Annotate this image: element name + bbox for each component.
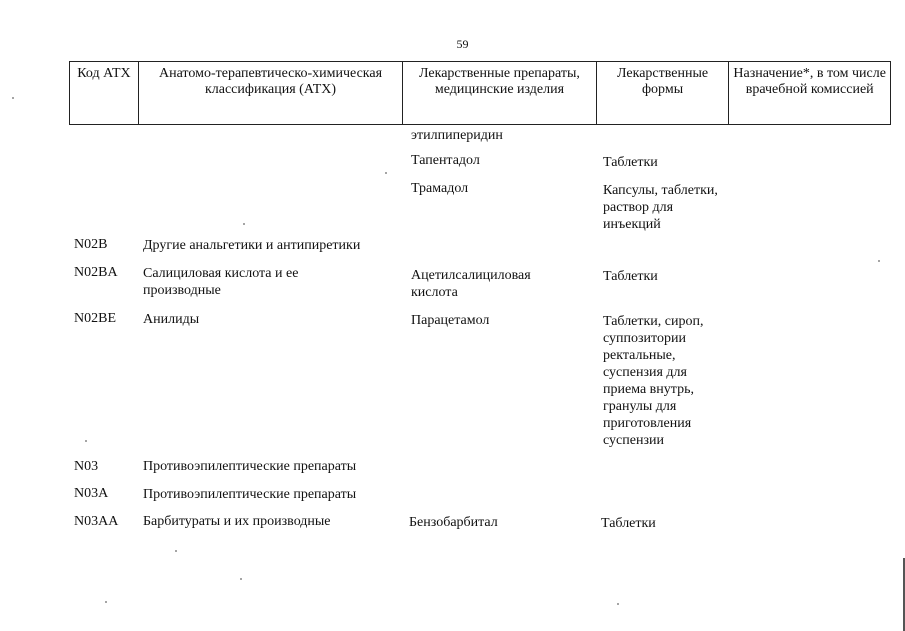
- scan-speck: [175, 550, 177, 552]
- drug-cell: Тапентадол: [411, 153, 480, 168]
- atx-cell: Противоэпилептические препараты: [143, 459, 357, 474]
- header-code: Код АТХ: [70, 62, 139, 124]
- scan-speck: [385, 172, 387, 174]
- code-cell: N03: [74, 459, 99, 474]
- form-cell: Таблетки: [603, 269, 658, 284]
- code-cell: N02BA: [74, 265, 118, 280]
- code-cell: N03A: [74, 486, 109, 501]
- header-drugs: Лекарственные препараты, медицинские изделия: [403, 62, 597, 124]
- atx-cell: Барбитураты и их производные: [143, 514, 331, 529]
- scan-speck: [240, 578, 242, 580]
- header-forms: Лекарственные формы: [597, 62, 730, 124]
- drug-cell: Бензобарбитал: [409, 515, 498, 530]
- scan-speck: [243, 223, 245, 225]
- drug-cell: этилпиперидин: [411, 128, 503, 143]
- drug-cell: Ацетилсалициловая кислота: [411, 268, 531, 300]
- atx-cell: Другие анальгетики и антипиретики: [143, 238, 361, 253]
- scan-speck: [878, 260, 880, 262]
- header-purpose: Назначение*, в том числе врачебной комиссией: [733, 66, 886, 97]
- code-cell: N03AA: [74, 514, 119, 529]
- scan-speck: [105, 601, 107, 603]
- code-cell: N02B: [74, 237, 108, 252]
- scan-speck: [12, 97, 14, 99]
- drug-cell: Трамадол: [411, 181, 469, 196]
- table-header: [69, 61, 891, 125]
- form-cell: Таблетки: [601, 516, 656, 531]
- code-cell: N02BE: [74, 311, 116, 326]
- atx-cell: Противоэпилептические препараты: [143, 487, 357, 502]
- scan-speck: [85, 440, 87, 442]
- form-cell: Капсулы, таблетки, раствор для инъекций: [603, 183, 718, 232]
- atx-cell: Салициловая кислота и ее производные: [143, 266, 299, 298]
- scan-speck: [617, 603, 619, 605]
- drug-cell: Парацетамол: [411, 313, 490, 328]
- page-number: 59: [456, 37, 469, 51]
- header-atx: Анатомо-терапевтическо-химическая классификация (АТХ): [139, 62, 403, 124]
- form-cell: Таблетки: [603, 155, 658, 170]
- atx-cell: Анилиды: [143, 312, 200, 327]
- form-cell: Таблетки, сироп, суппозитории ректальные, суспензия для приема внутрь, гранулы для приготовления суспензии: [603, 314, 704, 448]
